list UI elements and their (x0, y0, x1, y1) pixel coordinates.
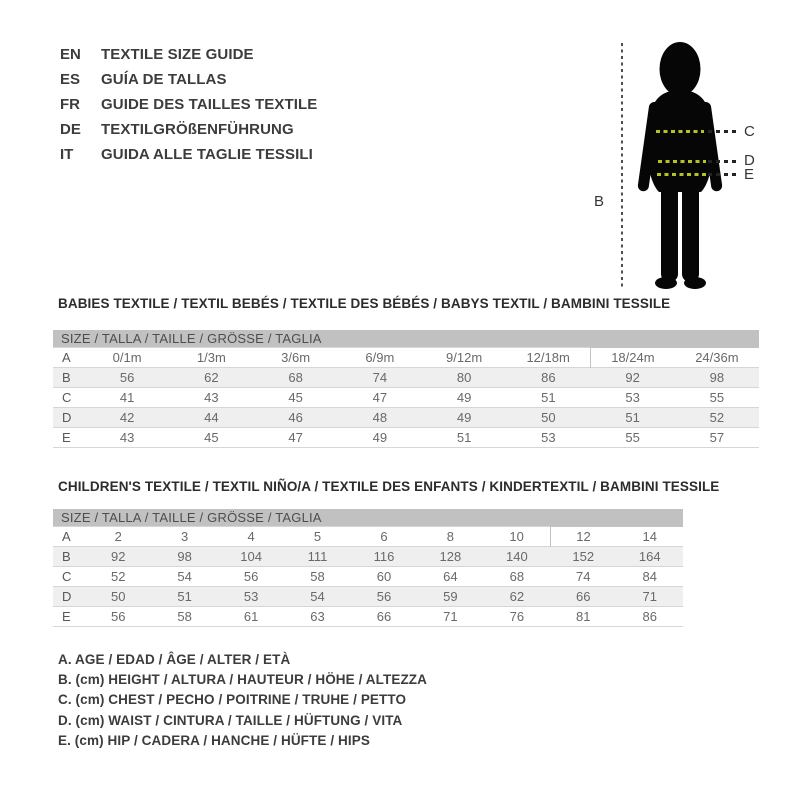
chest-line-on-body (656, 130, 704, 133)
legend-row: C. (cm) CHEST / PECHO / POITRINE / TRUHE / PETTO (58, 692, 407, 708)
size-cell: 86 (642, 609, 657, 624)
size-cell: 47 (372, 390, 388, 405)
size-cell: 12 (550, 527, 616, 547)
size-cell: 41 (119, 390, 135, 405)
size-cell: 3 (181, 529, 189, 544)
table-row (53, 527, 683, 547)
size-cell: 58 (310, 569, 325, 584)
size-cell: 52 (110, 569, 126, 584)
row-label: C (62, 569, 72, 584)
size-cell: 6 (380, 529, 388, 544)
children-size-header: SIZE / TALLA / TAILLE / GRÖSSE / TAGLIA (53, 509, 683, 526)
size-cell: 64 (443, 569, 458, 584)
babies-table-body (53, 348, 759, 448)
table-row (53, 587, 683, 607)
row-label: A (62, 529, 71, 544)
size-cell: 80 (456, 370, 472, 385)
size-cell: 49 (456, 390, 472, 405)
size-cell: 10 (509, 529, 524, 544)
table-row (53, 368, 759, 388)
size-cell: 58 (177, 609, 192, 624)
size-cell: 5 (313, 529, 322, 544)
legend-row: A. AGE / EDAD / ÂGE / ALTER / ETÀ (58, 652, 291, 667)
language-row (60, 117, 317, 142)
size-cell: 66 (576, 589, 591, 604)
child-measurement-figure (585, 28, 795, 300)
size-cell: 42 (119, 410, 135, 425)
size-cell: 86 (541, 370, 556, 385)
size-cell: 164 (638, 549, 661, 564)
size-cell: 3/6m (281, 350, 311, 365)
size-cell: 51 (177, 589, 192, 604)
guide-title: GUIDA ALLE TAGLIE TESSILI (101, 146, 313, 163)
size-cell: 56 (243, 569, 259, 584)
size-cell: 0/1m (112, 350, 142, 365)
table-row (53, 547, 683, 567)
size-cell: 53 (625, 390, 640, 405)
row-label: B (62, 549, 71, 564)
size-cell: 1/3m (196, 350, 226, 365)
row-label: E (62, 609, 71, 624)
size-cell: 51 (541, 390, 556, 405)
size-cell: 66 (376, 609, 392, 624)
size-cell: 61 (243, 609, 259, 624)
size-cell: 47 (288, 430, 303, 445)
language-row (60, 67, 317, 92)
guide-title: GUÍA DE TALLAS (101, 71, 227, 88)
size-cell: 62 (509, 589, 525, 604)
size-cell: 63 (310, 609, 325, 624)
chest-line-pointer (708, 130, 736, 133)
height-label: B (594, 193, 605, 210)
language-code: EN (60, 46, 81, 63)
legend-row: D. (cm) WAIST / CINTURA / TAILLE / HÜFTUNG / VITA (58, 712, 403, 728)
children-size-table (53, 526, 683, 627)
babies-size-header: SIZE / TALLA / TAILLE / GRÖSSE / TAGLIA (53, 330, 759, 347)
language-row (60, 42, 317, 67)
language-list (60, 42, 317, 167)
hip-line-on-body (657, 173, 707, 176)
guide-title: TEXTILE SIZE GUIDE (101, 46, 254, 63)
size-cell: 45 (204, 430, 219, 445)
size-cell: 62 (204, 370, 219, 385)
size-cell: 152 (572, 549, 595, 564)
size-cell: 51 (625, 410, 640, 425)
size-cell: 55 (709, 390, 725, 405)
size-cell: 68 (288, 370, 303, 385)
size-cell: 6/9m (365, 350, 395, 365)
size-cell: 14 (617, 527, 684, 547)
size-cell: 50 (110, 589, 126, 604)
row-label: B (62, 370, 71, 385)
hip-line-pointer (708, 173, 736, 176)
size-cell: 68 (509, 569, 525, 584)
table-row (53, 348, 759, 368)
children-section-title: CHILDREN'S TEXTILE / TEXTIL NIÑO/A / TEXTILE DES ENFANTS / KINDERTEXTIL / BAMBINI TESSILE (58, 479, 720, 494)
size-cell: 52 (709, 410, 725, 425)
size-cell: 71 (642, 589, 657, 604)
language-code: FR (60, 96, 80, 113)
size-cell: 55 (625, 430, 640, 445)
size-cell: 81 (576, 609, 591, 624)
size-cell: 74 (372, 370, 388, 385)
size-cell: 104 (240, 549, 262, 564)
legend-row: B. (cm) HEIGHT / ALTURA / HAUTEUR / HÖHE / ALTEZZA (58, 672, 427, 688)
language-row (60, 142, 317, 167)
size-cell: 49 (456, 410, 472, 425)
language-row (60, 92, 317, 117)
table-row (53, 428, 759, 448)
size-cell: 60 (376, 569, 392, 584)
size-cell: 53 (243, 589, 259, 604)
waist-line-on-body (658, 160, 706, 163)
size-cell: 140 (505, 549, 528, 564)
size-cell: 56 (110, 609, 126, 624)
size-cell: 4 (247, 529, 255, 544)
chest-label: C (744, 123, 755, 140)
size-cell: 116 (373, 549, 395, 564)
table-row (53, 388, 759, 408)
row-label: E (62, 430, 71, 445)
size-cell: 56 (376, 589, 392, 604)
row-label: C (62, 390, 72, 405)
table-row (53, 607, 683, 627)
hip-label: E (744, 166, 755, 183)
legend-row: E. (cm) HIP / CADERA / HANCHE / HÜFTE / HIPS (58, 732, 370, 748)
row-label: D (62, 589, 72, 604)
waist-line-pointer (708, 160, 736, 163)
language-code: DE (60, 121, 81, 138)
size-cell: 56 (119, 370, 135, 385)
size-cell: 98 (709, 370, 725, 385)
size-cell: 48 (372, 410, 388, 425)
size-cell: 111 (307, 549, 328, 564)
table-row (53, 408, 759, 428)
size-cell: 46 (288, 410, 303, 425)
size-cell: 9/12m (446, 350, 483, 365)
size-cell: 54 (310, 589, 325, 604)
size-cell: 45 (288, 390, 303, 405)
size-cell: 84 (642, 569, 657, 584)
size-cell: 54 (177, 569, 192, 584)
size-cell: 24/36m (675, 348, 759, 368)
size-cell: 71 (443, 609, 458, 624)
size-cell: 2 (114, 529, 122, 544)
row-label: A (62, 350, 71, 365)
size-cell: 74 (576, 569, 591, 584)
size-cell: 92 (110, 549, 126, 564)
size-cell: 12/18m (526, 350, 570, 365)
babies-size-table (53, 347, 759, 448)
size-cell: 49 (372, 430, 388, 445)
size-cell: 59 (443, 589, 458, 604)
guide-title: GUIDE DES TAILLES TEXTILE (101, 96, 318, 113)
children-table-body (53, 527, 683, 627)
size-cell: 98 (177, 549, 192, 564)
babies-section-title: BABIES TEXTILE / TEXTIL BEBÉS / TEXTILE DES BÉBÉS / BABYS TEXTIL / BAMBINI TESSILE (58, 296, 671, 311)
size-cell: 51 (456, 430, 472, 445)
child-silhouette-icon (620, 40, 740, 290)
size-cell: 50 (541, 410, 556, 425)
language-code: ES (60, 71, 81, 88)
size-cell: 43 (204, 390, 219, 405)
size-cell: 57 (709, 430, 725, 445)
size-cell: 128 (439, 549, 462, 564)
size-cell: 43 (119, 430, 135, 445)
size-cell: 76 (509, 609, 525, 624)
row-label: D (62, 410, 72, 425)
waist-label: D (744, 152, 755, 169)
table-row (53, 567, 683, 587)
size-cell: 92 (625, 370, 640, 385)
size-cell: 44 (204, 410, 219, 425)
size-cell: 8 (446, 529, 455, 544)
language-code: IT (60, 146, 74, 163)
guide-title: TEXTILGRÖßENFÜHRUNG (101, 121, 294, 138)
measurement-legend (58, 650, 427, 751)
size-cell: 18/24m (591, 348, 675, 368)
size-cell: 53 (541, 430, 556, 445)
